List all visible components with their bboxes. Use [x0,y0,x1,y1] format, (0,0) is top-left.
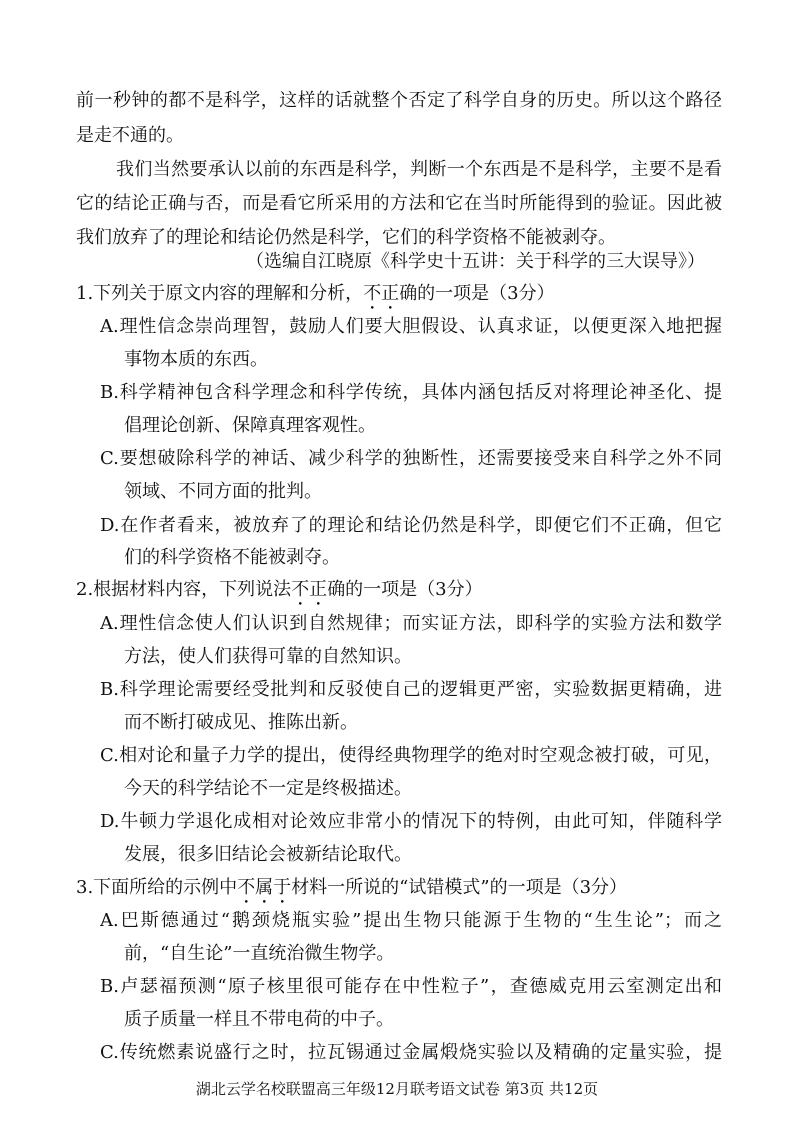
passage-line: 前一秒钟的都不是科学，这样的话就整个否定了科学自身的历史。所以这个路径 [76,90,722,111]
q1-option-b: B.科学精神包含科学理念和科学传统，具体内涵包括反对将理论神圣化、提 [100,382,722,403]
q3-option-a: A.巴斯德通过“鹅颈烧瓶实验”提出生物只能源于生物的“生生论”；而之 [100,910,722,931]
q1-option-d: D.在作者看来，被放弃了的理论和结论仍然是科学，即便它们不正确，但它 [100,515,722,536]
q1-option-c-cont: 领域、不同方面的批判。 [124,481,322,502]
q2-option-d: D.牛顿力学退化成相对论效应非常小的情况下的特例，由此可知，伴随科学 [100,811,722,832]
q2-option-b-cont: 而不断打破成见、推陈出新。 [124,712,358,733]
stem-text: 确的一项是（3分） [327,579,483,600]
passage-line: 我们放弃了的理论和结论仍然是科学，它们的科学资格不能被剥夺。 [76,227,616,248]
q2-option-d-cont: 发展，很多旧结论会被新结论取代。 [124,844,412,865]
page-footer: 湖北云学名校联盟高三年级12月联考语文试卷 第3页 共12页 [195,1080,599,1098]
question-1-stem [76,282,722,314]
q2-option-a-cont: 方法，使人们获得可靠的自然知识。 [124,646,412,667]
stem-text: 2.根据材料内容，下列说法 [76,579,292,600]
q2-option-a: A.理性信念使人们认识到自然规律；而实证方法，即科学的实验方法和数学 [100,613,722,634]
stem-text: 3.下面所给的示例中 [76,877,238,898]
q2-option-c-cont: 今天的科学结论不一定是终极描述。 [124,778,412,799]
passage-line: 它的结论正确与否，而是看它所采用的方法和它在当时所能得到的验证。因此被 [76,193,722,214]
q1-option-b-cont: 倡理论创新、保障真理客观性。 [124,415,376,436]
passage-line: 是走不通的。 [76,125,184,146]
q1-option-a-cont: 事物本质的东西。 [124,349,268,370]
stem-text: 材料一所说的“试错模式”的一项是（3分） [291,877,628,898]
q3-option-b: B.卢瑟福预测“原子核里很可能存在中性粒子”，查德威克用云室测定出和 [100,976,722,997]
q2-option-b: B.科学理论需要经受批判和反驳使自己的逻辑更严密，实验数据更精确，进 [100,679,722,700]
emphasis-text: 不属于 [237,877,292,898]
q1-option-d-cont: 们的科学资格不能被剥夺。 [124,547,340,568]
stem-text: 1.下列关于原文内容的理解和分析， [76,283,364,304]
q3-option-a-cont: 前，“自生论”一直统治微生物学。 [124,943,395,964]
q3-option-b-cont: 质子质量一样且不带电荷的中子。 [124,1009,394,1030]
emphasis-text: 不正 [291,579,328,600]
passage-line: 我们当然要承认以前的东西是科学，判断一个东西是不是科学，主要不是看 [116,159,722,180]
q3-option-c: C.传统燃素说盛行之时，拉瓦锡通过金属煅烧实验以及精确的定量实验，提 [100,1042,722,1063]
q2-option-c: C.相对论和量子力学的提出，使得经典物理学的绝对时空观念被打破，可见， [100,745,722,766]
passage-source: （选编自江晓原《科学史十五讲：关于科学的三大误导》） [246,251,705,272]
q1-option-c: C.要想破除科学的神话、减少科学的独断性，还需要接受来自科学之外不同 [100,448,722,469]
stem-text: 确的一项是（3分） [399,283,555,304]
emphasis-text: 不正 [363,283,400,304]
q1-option-a: A.理性信念崇尚理智，鼓励人们要大胆假设、认真求证，以便更深入地把握 [100,316,722,337]
question-3-stem [76,876,722,908]
question-2-stem [76,578,722,610]
